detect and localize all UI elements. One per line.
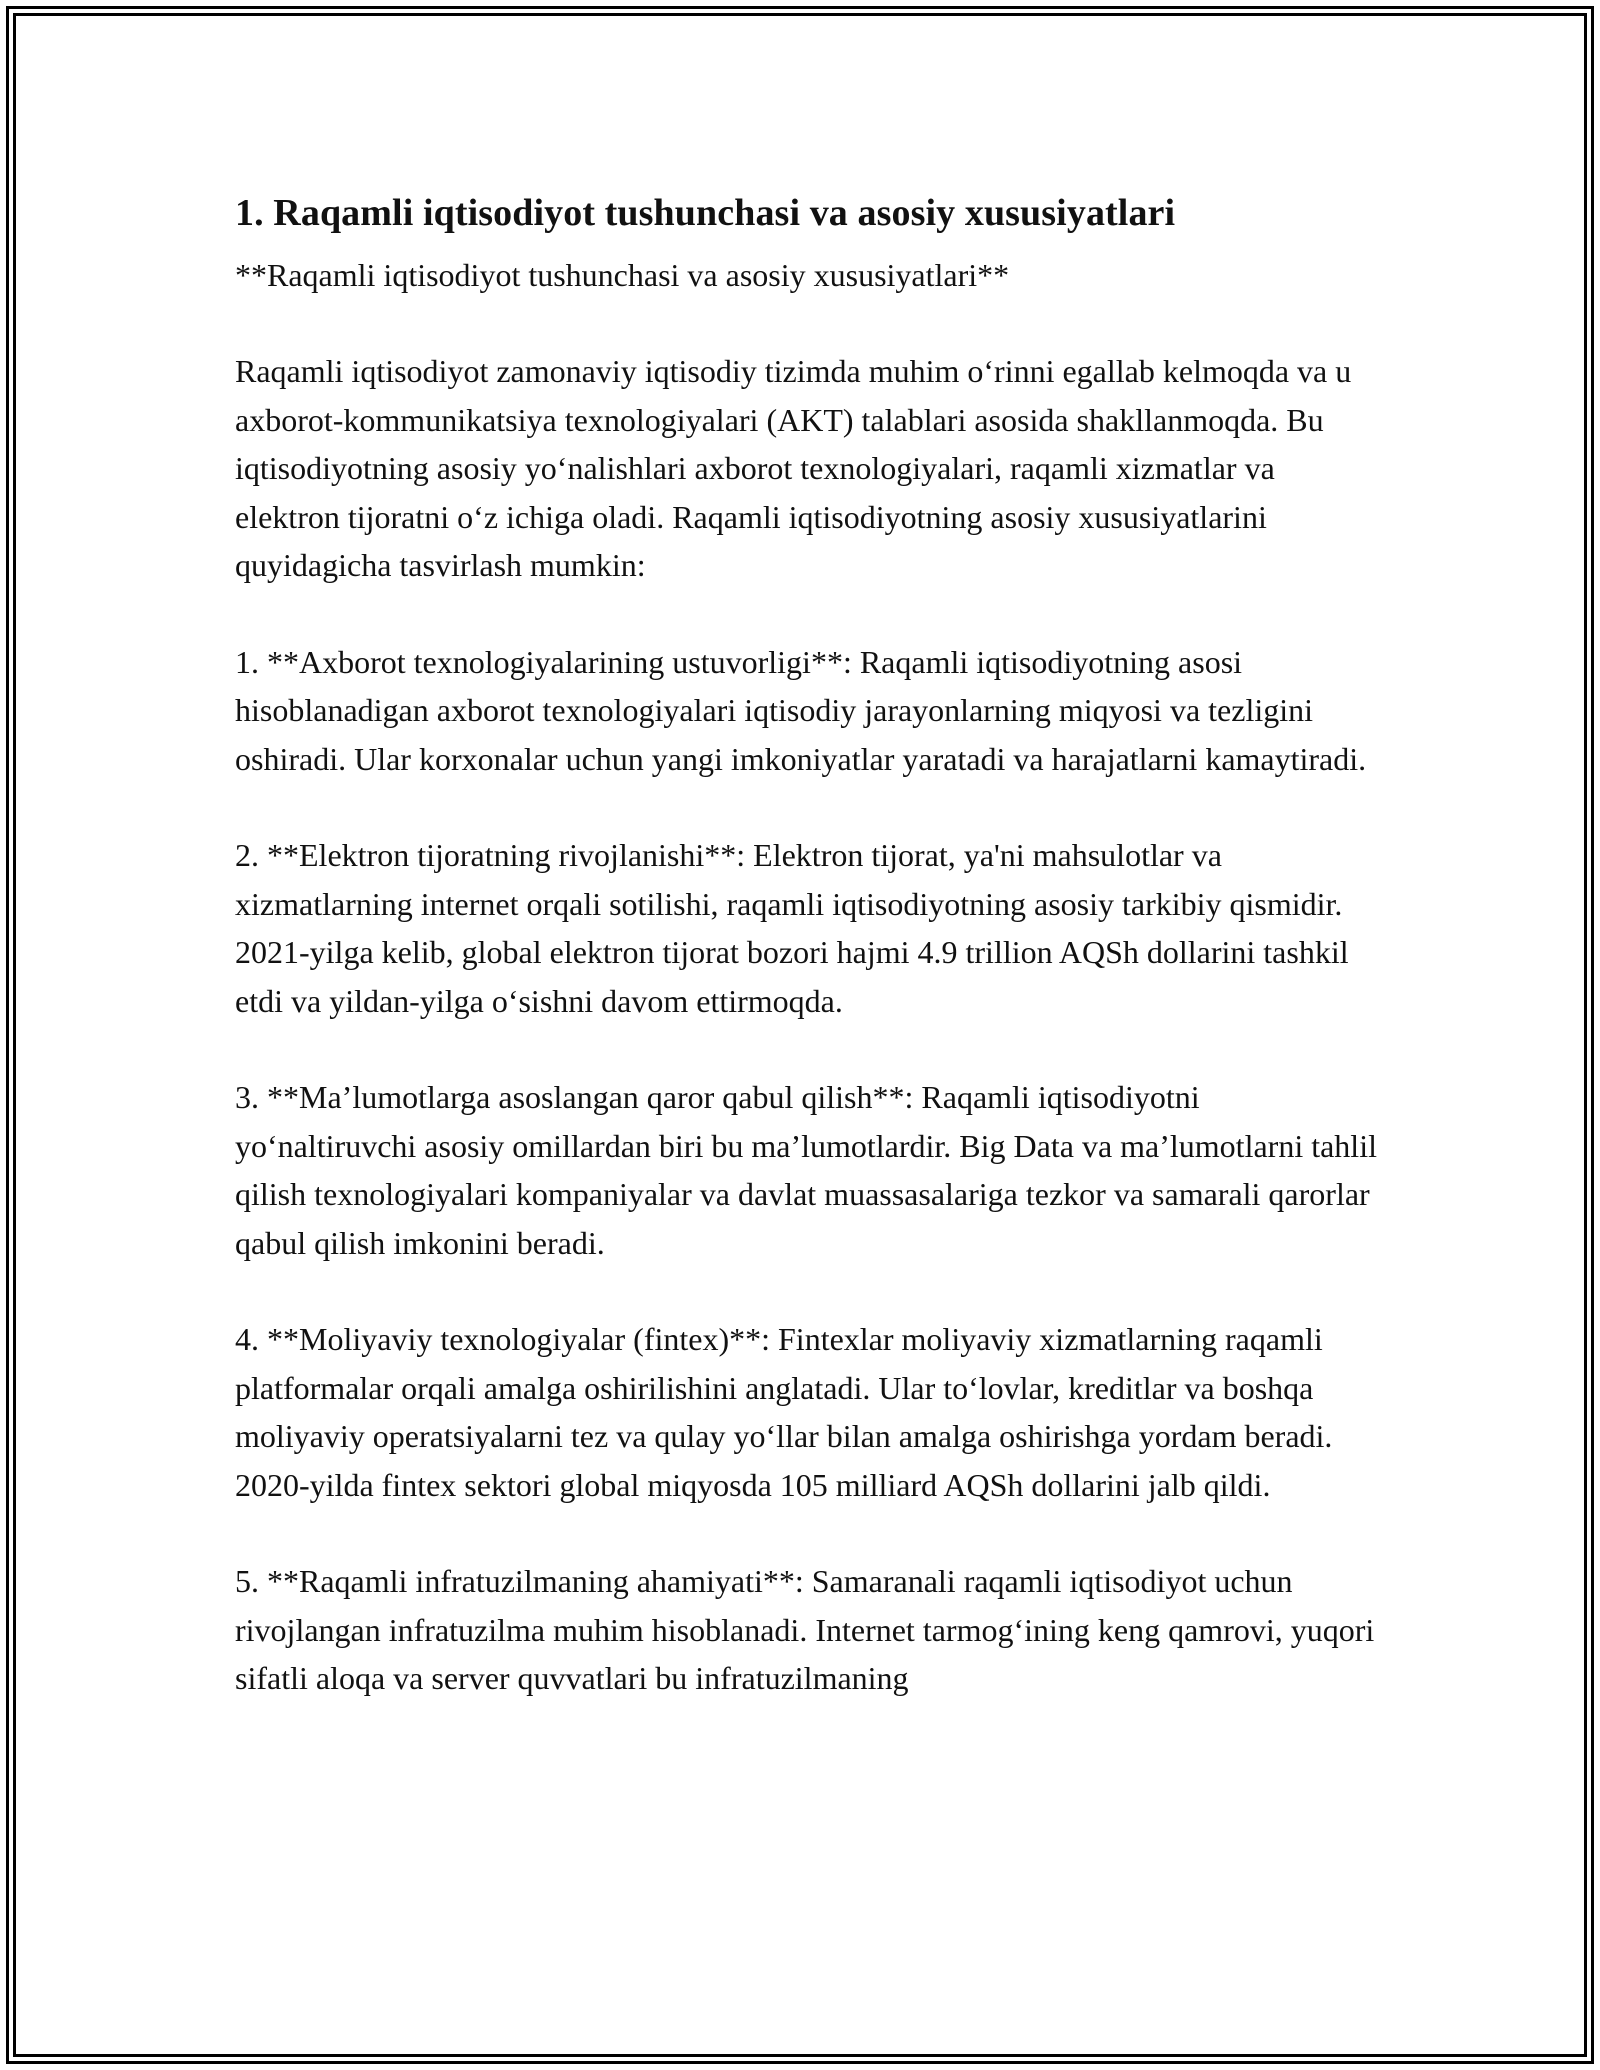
intro-paragraph: Raqamli iqtisodiyot zamonaviy iqtisodiy tizimda muhim o‘rinni egallab kelmoqda va u axborot-kommunikatsiya texnologiyalari (AKT) talablari asosida shakllanmoqda. Bu iqtisodiyotning asosiy yo‘nalishlari axborot texnologiyalari, raqamli xizmatlar va elektron tijoratni o‘z ichiga oladi. Raqamli iqtisodiyotning asosiy xususiyatlarini quyidagicha tasvirlash mumkin: — [235, 353, 1352, 583]
list-item-1: 1. **Axborot texnologiyalarining ustuvorligi**: Raqamli iqtisodiyotning asosi hisoblanadigan axborot texnologiyalari iqtisodiy jarayonlarning miqyosi va tezligini oshiradi. Ular korxonalar uchun yangi imkoniyatlar yaratadi va harajatlarni kamaytiradi. — [235, 643, 1367, 777]
list-item-5: 5. **Raqamli infratuzilmaning ahamiyati**: Samaranali raqamli iqtisodiyot uchun rivojlangan infratuzilma muhim hisoblanadi. Internet tarmog‘ining keng qamrovi, yuqori sifatli aloqa va server quvvatlari bu infratuzilmaning — [235, 1563, 1375, 1696]
list-item-2: 2. **Elektron tijoratning rivojlanishi**: Elektron tijorat, ya'ni mahsulotlar va xizmatlarning internet orqali sotilishi, raqamli iqtisodiyotning asosiy tarkibiy qismidir. 2021-yilga kelib, global elektron tijorat bozori hajmi 4.9 trillion AQSh dollarini tashkil etdi va yildan-yilga o‘sishni davom ettirmoqda. — [235, 837, 1349, 1019]
document-body — [235, 185, 1385, 1703]
section-subheading: **Raqamli iqtisodiyot tushunchasi va asosiy xususiyatlari** — [235, 257, 1010, 293]
section-heading: 1. Raqamli iqtisodiyot tushunchasi va asosiy xususiyatlari — [235, 192, 1176, 234]
list-item-4: 4. **Moliyaviy texnologiyalar (fintex)**: Fintexlar moliyaviy xizmatlarning raqamli platformalar orqali amalga oshirilishini anglatadi. Ular to‘lovlar, kreditlar va boshqa moliyaviy operatsiyalarni tez va qulay yo‘llar bilan amalga oshirishga yordam beradi. 2020-yilda fintex sektori global miqyosda 105 milliard AQSh dollarini jalb qildi. — [235, 1321, 1333, 1503]
list-item-3: 3. **Ma’lumotlarga asoslangan qaror qabul qilish**: Raqamli iqtisodiyotni yo‘naltiruvchi asosiy omillardan biri bu ma’lumotlardir. Big Data va ma’lumotlarni tahlil qilish texnologiyalari kompaniyalar va davlat muassasalariga tezkor va samarali qarorlar qabul qilish imkonini beradi. — [235, 1079, 1377, 1261]
